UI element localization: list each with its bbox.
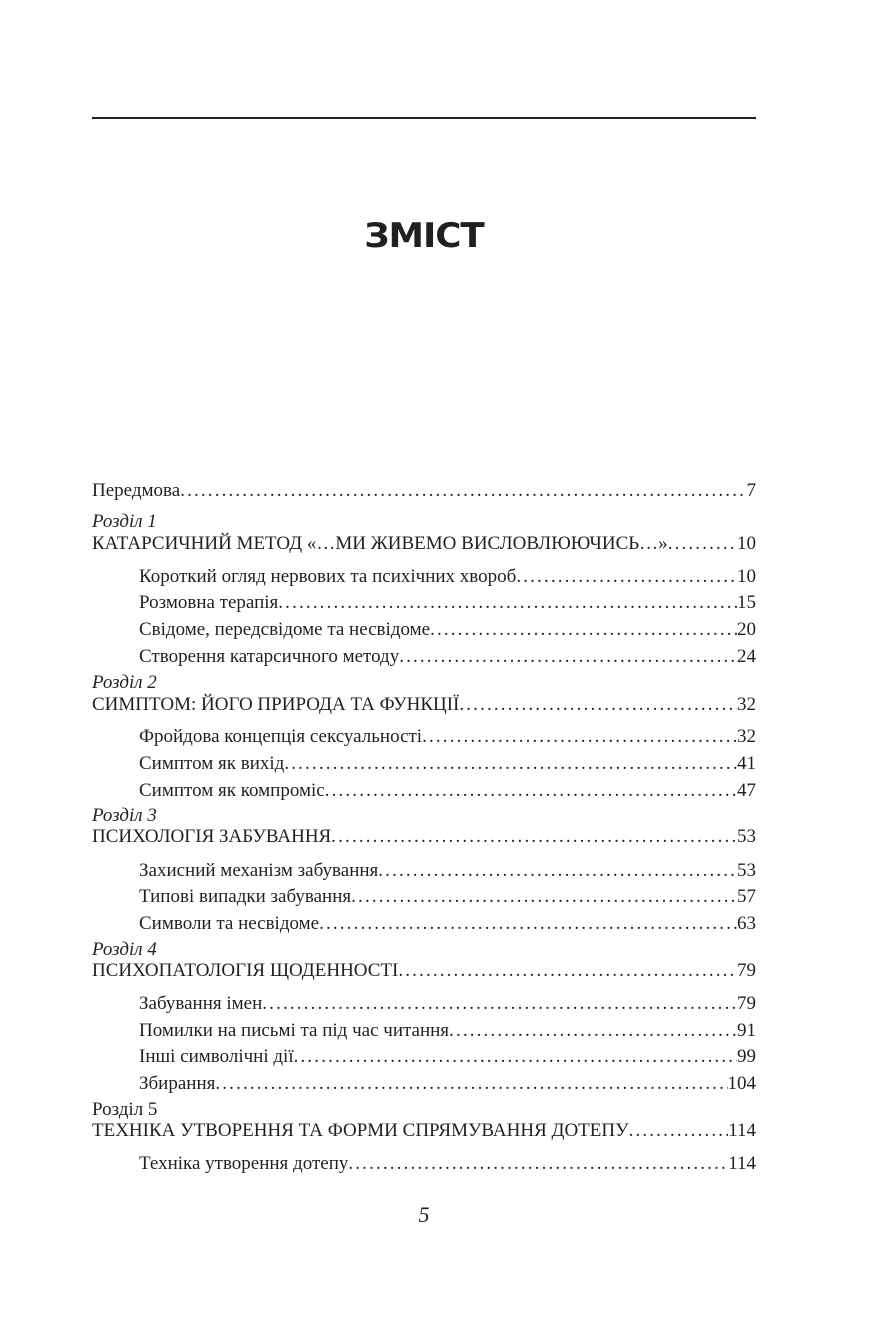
section-label: Розділ 3 (92, 805, 157, 826)
toc-entry[interactable]: Техніка утворення дотепу . . . 114 (139, 1152, 756, 1176)
toc-entry[interactable]: Короткий огляд нервових та психічних хвороб . . . 10 (139, 565, 756, 589)
toc-entry[interactable]: Помилки на письмі та під час читання . . . 91 (139, 1019, 756, 1043)
top-rule (92, 117, 756, 119)
toc-entry[interactable]: Інші символічні дії . . . 99 (139, 1045, 756, 1069)
page-number: 5 (418, 1202, 430, 1227)
toc-entry[interactable]: Симптом як компроміс . . . 47 (139, 779, 756, 803)
toc-entry[interactable]: Забування імен . . . 79 (139, 992, 756, 1016)
toc-chapter[interactable]: КАТАРСИЧНИЙ МЕТОД «…МИ ЖИВЕМО ВИСЛОВЛЮЮЧИСЬ…» . . . 10 (92, 532, 756, 556)
toc-entry[interactable]: Збирання . . . 104 (139, 1072, 756, 1096)
toc-entry[interactable]: Розмовна терапія . . . 15 (139, 591, 756, 615)
toc-entry[interactable]: Захисний механізм забування . . . 53 (139, 859, 756, 883)
section-label: Розділ 1 (92, 511, 157, 532)
toc-entry[interactable]: Свідоме, передсвідоме та несвідоме . . . 20 (139, 618, 756, 642)
toc-chapter[interactable]: ТЕХНІКА УТВОРЕННЯ ТА ФОРМИ СПРЯМУВАННЯ ДОТЕПУ . . . 114 (92, 1119, 756, 1143)
toc-entry[interactable]: Типові випадки забування . . . 57 (139, 885, 756, 909)
page-title: ЗМІСТ (364, 216, 484, 256)
toc-entry[interactable]: Символи та несвідоме . . . 63 (139, 912, 756, 936)
section-label: Розділ 2 (92, 672, 157, 693)
section-label: Розділ 5 (92, 1099, 158, 1120)
toc-chapter[interactable]: ПСИХОЛОГІЯ ЗАБУВАННЯ . . . 53 (92, 825, 756, 849)
toc-chapter[interactable]: ПСИХОПАТОЛОГІЯ ЩОДЕННОСТІ . . . 79 (92, 959, 756, 983)
toc-entry[interactable]: Фройдова концепція сексуальності . . . 32 (139, 725, 756, 749)
toc-entry[interactable]: Передмова . . . 7 (92, 479, 756, 503)
section-label: Розділ 4 (92, 939, 157, 960)
toc-chapter[interactable]: СИМПТОМ: ЙОГО ПРИРОДА ТА ФУНКЦІЇ . . . 32 (92, 693, 756, 717)
toc-entry[interactable]: Створення катарсичного методу . . . 24 (139, 645, 756, 669)
toc-entry[interactable]: Симптом як вихід . . . 41 (139, 752, 756, 776)
